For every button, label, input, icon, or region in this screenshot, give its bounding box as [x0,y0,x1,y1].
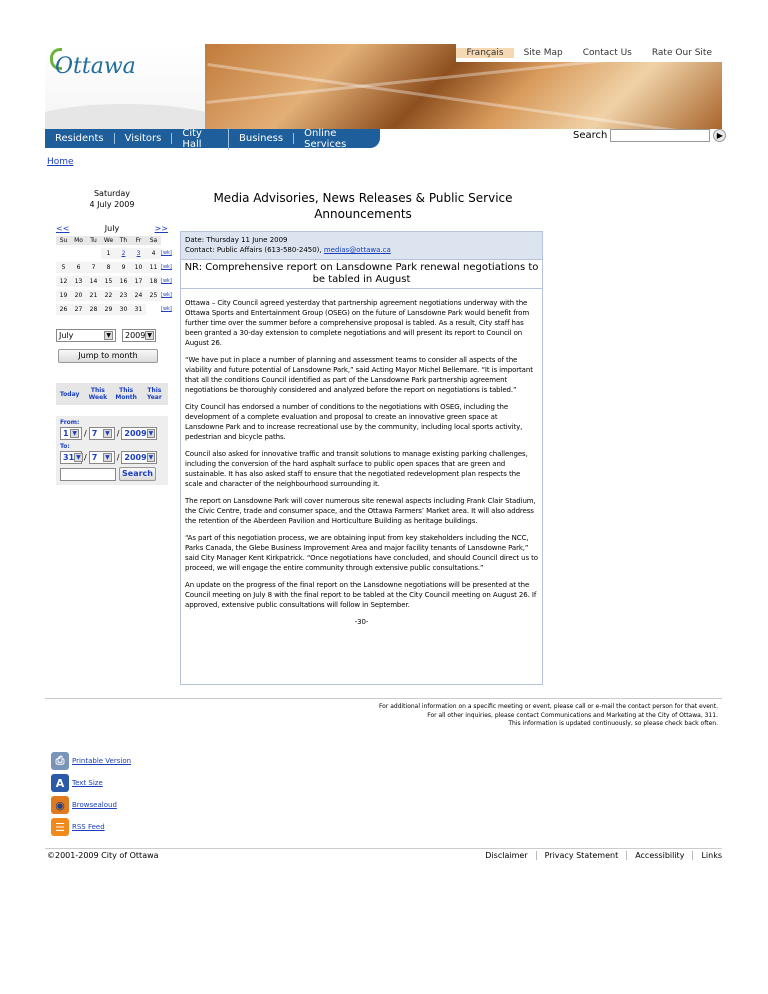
paragraph: Ottawa – City Council agreed yesterday that partnership agreement negotiations underway with the Ottawa Sports and Entertainment Group (OSEG) on the future of Lansdowne Park would benefit from further time over the summer before a comprehensive proposal is tabled. As a result, City staff has been granted a 30-day extension to complete negotiations and will present its report to Council on August 26. [185,299,530,347]
today-link[interactable]: Today [59,390,80,398]
calendar-day[interactable]: 22 [101,290,116,301]
printer-icon[interactable]: ⎙ [51,752,69,770]
site-map-link[interactable]: Site Map [523,48,563,58]
paragraph: “We have put in place a number of planning and assessment teams to consider all aspects of the viability and future potential of Lansdowne Park,” said Acting Mayor Michel Bellemare. “It is important that all the conditions Council identified as part of the Lansdowne Park partnership agreement negotiations be thoroughly considered and analyzed before the report on negotiations is tabled.” [185,356,533,394]
calendar-day[interactable]: 17 [131,276,146,287]
printable-version-link[interactable]: Printable Version [72,757,132,765]
calendar-day-name: We [101,236,116,245]
paragraph: The report on Lansdowne Park will cover numerous site renewal aspects including Frank Clair Stadium, the Civic Centre, trade and consumer space, and the Ottawa Farmers’ Market area. It will also address the retention of the Aberdeen Pavilion and Horticulture Building as heritage buildings. [185,497,536,525]
calendar-day[interactable]: 28 [86,304,101,315]
release-meta [180,231,543,260]
logo-swoosh-icon [45,104,225,129]
footer-note-line: This information is updated continuously, so please check back often. [508,720,718,727]
calendar-day-name: Th [116,236,131,245]
calendar-day[interactable]: 18 [146,276,161,287]
divider [45,698,722,699]
calendar-day[interactable]: 27 [71,304,86,315]
next-month-link[interactable]: >> [154,224,168,233]
francais-link[interactable]: Français [456,48,513,58]
copyright: ©2001-2009 City of Ottawa [47,851,159,860]
paragraph: An update on the progress of the final report on the Lansdowne negotiations will be presented at the Council meeting on July 8 with the final report to be tabled at the City Council meeting on August 26. If approved, extensive public consultations will follow in September. [185,581,537,609]
footer-links [477,851,722,860]
calendar-day[interactable]: 6 [71,262,86,273]
current-date [56,188,168,210]
jump-to-month-button[interactable]: Jump to month [58,349,158,363]
calendar-month: July [104,224,120,233]
logo-text: Ottawa [55,54,136,79]
rate-our-site-link[interactable]: Rate Our Site [651,48,712,58]
calendar-day[interactable]: 24 [131,290,146,301]
nav-online-services[interactable]: Online Services [304,127,347,150]
to-year-select[interactable]: 2009 ▼ [121,451,157,464]
mini-calendar [56,224,172,315]
paragraph: Council also asked for innovative traffic and transit solutions to manage existing parking challenges, including the conversion of the hard asphalt surface to public open spaces that are green and sustainable. It has also asked staff to ensure that the negotiated redevelopment plan respects the scale and character of the neighbourhood surrounding it. [185,450,528,488]
utility-links [456,44,722,62]
calendar-day[interactable]: 13 [71,276,86,287]
search-go-icon[interactable]: ▶ [713,129,726,142]
quick-range-links [56,383,168,405]
week-link[interactable]: [wk] [161,278,172,284]
this-year-link[interactable]: This Year [146,387,162,401]
year-select[interactable]: 2009 ▼ [122,329,156,342]
range-search-button[interactable]: Search [119,467,156,481]
calendar-day-name: Tu [86,236,101,245]
browsealoud-icon[interactable]: ◉ [51,796,69,814]
ottawa-logo[interactable] [45,44,205,129]
rss-feed-link[interactable]: RSS Feed [72,823,105,831]
site-search [573,129,726,142]
current-date-text: 4 July 2009 [89,200,135,209]
footer-note-line: For additional information on a specific meeting or event, please call or e-mail the contact person for that event. [378,703,718,710]
to-label: To: [60,443,70,450]
rss-icon[interactable]: ☰ [51,818,69,836]
footer-note [158,703,718,729]
calendar-day [56,248,71,259]
prev-month-link[interactable]: << [56,224,70,233]
nav-city-hall[interactable]: City Hall [172,128,229,150]
contact-email-link[interactable]: medias@ottawa.ca [323,246,391,254]
disclaimer-link[interactable]: Disclaimer [477,851,536,860]
date-range-search: From: 1 ▼ / 7 ▼ / 2009 ▼ To: 31 ▼ / 7 ▼ / 2009 ▼ Search [56,416,168,485]
to-month-select[interactable]: 7 ▼ [89,451,115,464]
calendar-sidebar [56,188,172,485]
calendar-day[interactable]: 12 [56,276,71,287]
calendar-spacer [161,236,173,245]
text-size-icon[interactable]: A [51,774,69,792]
paragraph: “As part of this negotiation process, we are obtaining input from key stakeholders including the NCC, Parks Canada, the Glebe Business Improvement Area and major facility tenants of Lansdowne Park,” said City Manager Kent Kirkpatrick. “Once negotiations have concluded, and should Council direct us to proceed, we will engage the entire community through extensive public consultations.” [185,534,538,572]
week-link[interactable]: [wk] [161,292,172,298]
from-label: From: [60,419,80,426]
week-link[interactable]: [wk] [161,250,172,256]
calendar-day-name: Fr [131,236,146,245]
calendar-day[interactable]: 23 [116,290,131,301]
breadcrumb-home[interactable]: Home [47,157,74,167]
calendar-day[interactable]: 16 [116,276,131,287]
nav-business[interactable]: Business [229,133,294,144]
to-day-select[interactable]: 31 ▼ [60,451,82,464]
calendar-day[interactable]: 3 [131,248,146,259]
links-link[interactable]: Links [701,851,722,860]
page-title: Media Advisories, News Releases & Public Service Announcements [213,191,513,221]
calendar-grid [56,236,172,315]
divider [45,848,722,849]
calendar-day[interactable]: 1 [101,248,116,259]
release-date: Date: Thursday 11 June 2009 [185,236,288,244]
main-nav [45,129,380,148]
nav-residents[interactable]: Residents [45,133,115,144]
calendar-day-name: Sa [146,236,161,245]
month-select[interactable]: July ▼ [56,329,116,342]
release-headline: NR: Comprehensive report on Lansdowne Park renewal negotiations to be tabled in August [180,260,543,289]
this-month-link[interactable]: This Month [115,387,137,401]
week-link[interactable]: [wk] [161,264,172,270]
range-search-input[interactable] [60,468,116,481]
calendar-day[interactable]: 30 [116,304,131,315]
contact-us-link[interactable]: Contact Us [582,48,632,58]
month-year-selectors [56,329,168,342]
search-label: Search [573,130,608,141]
calendar-day-name: Su [56,236,71,245]
calendar-day[interactable]: 25 [146,290,161,301]
calendar-day[interactable]: 20 [71,290,86,301]
calendar-day[interactable]: 5 [56,262,71,273]
calendar-day[interactable]: 8 [101,262,116,273]
calendar-day[interactable]: 11 [146,262,161,273]
accessibility-link[interactable]: Accessibility [627,851,693,860]
week-link[interactable]: [wk] [161,306,172,312]
calendar-day-name: Mo [71,236,86,245]
calendar-day[interactable]: 29 [101,304,116,315]
calendar-day[interactable]: 31 [131,304,146,315]
browsealoud-link[interactable]: Browsealoud [72,801,117,809]
calendar-day[interactable]: 7 [86,262,101,273]
calendar-day[interactable]: 19 [56,290,71,301]
privacy-statement-link[interactable]: Privacy Statement [537,851,628,860]
from-day-select[interactable]: 1 ▼ [60,427,82,440]
calendar-day [71,248,86,259]
release-contact: Contact: Public Affairs (613-580-2450), medias@ottawa.ca [185,246,391,254]
paragraph: City Council has endorsed a number of conditions to the negotiations with OSEG, including the development of a complete evaluation and proposal to create an innovative green space at Lansdowne Park and to increase recreational use by the community, including local sports activity, pedestrian and bicycle paths. [185,403,523,441]
footer-note-line: For all other inquiries, please contact Communications and Marketing at the City of Ottawa, 311. [427,711,718,719]
calendar-day[interactable]: 26 [56,304,71,315]
calendar-day[interactable]: 4 [146,248,161,259]
nav-visitors[interactable]: Visitors [115,133,173,144]
end-mark: -30- [354,618,369,626]
calendar-day [86,248,101,259]
from-month-select[interactable]: 7 ▼ [89,427,115,440]
release-body [180,289,543,685]
this-week-link[interactable]: This Week [88,387,108,401]
calendar-day[interactable]: 9 [116,262,131,273]
current-weekday: Saturday [93,189,131,198]
calendar-day[interactable]: 21 [86,290,101,301]
calendar-day[interactable]: 10 [131,262,146,273]
site-header [45,44,722,129]
page-tools [51,752,131,840]
calendar-day[interactable]: 15 [101,276,116,287]
from-year-select[interactable]: 2009 ▼ [121,427,157,440]
search-input[interactable] [610,129,710,142]
calendar-day[interactable]: 14 [86,276,101,287]
calendar-day [146,304,161,315]
calendar-day[interactable]: 2 [116,248,131,259]
text-size-link[interactable]: Text Size [72,779,103,787]
